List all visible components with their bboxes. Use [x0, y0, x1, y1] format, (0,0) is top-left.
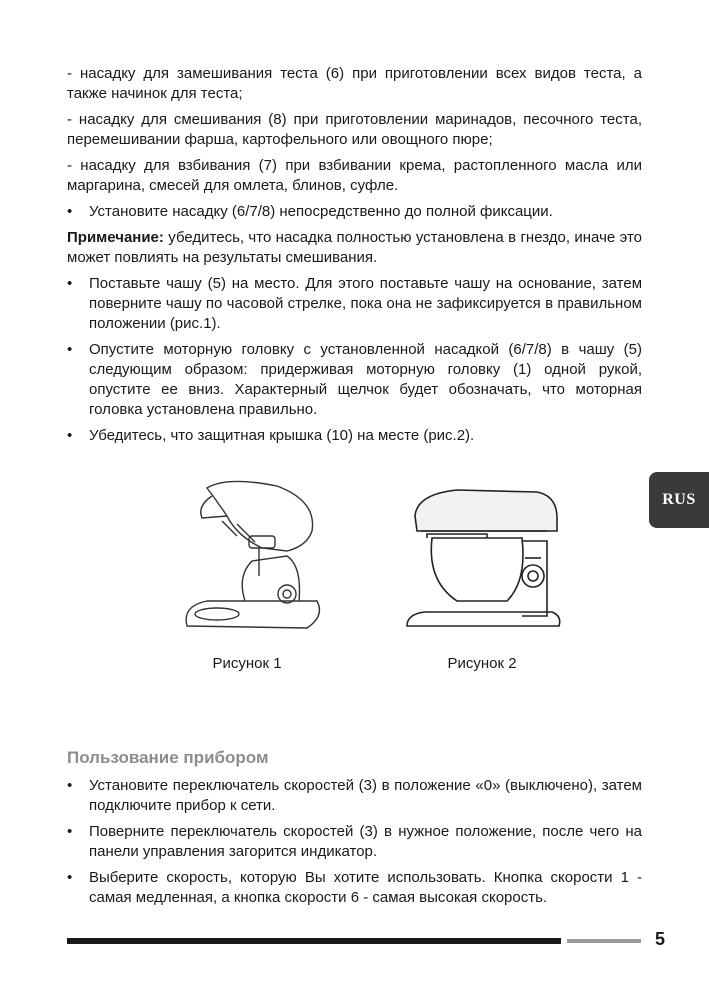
stand-mixer-open-illustration	[167, 476, 327, 636]
bullet-mark: •	[67, 275, 73, 292]
usage-bullet-text: Поверните переключатель скоростей (3) в нужное положение, после чего на панели управления загорится индикатор.	[89, 823, 642, 860]
assembly-bullet-text: Опустите моторную головку с установленной насадкой (6/7/8) в чашу (5) следующим образом: придерживая моторную головку (1) одной рукой, опустите ее вниз. Характерный щелчок будет обозначать, что моторная головка установлена правильно.	[89, 341, 642, 418]
usage-bullet-3	[67, 868, 642, 908]
footer-bar-light	[567, 939, 641, 943]
assembly-bullet-text: Убедитесь, что защитная крышка (10) на месте (рис.2).	[89, 427, 475, 444]
bullet-mark: •	[67, 823, 73, 840]
bullet-mark: •	[67, 777, 73, 794]
figures-row	[67, 476, 642, 736]
assembly-bullet-text: Поставьте чашу (5) на место. Для этого поставьте чашу на основание, затем поверните чашу по часовой стрелке, пока она не зафиксируется в правильном положении (рис.1).	[89, 275, 642, 332]
section-title-usage: Пользование прибором	[67, 748, 269, 767]
intro-paragraph-3: - насадку для взбивания (7) при взбивании крема, растопленного масла или маргарина, смесей для омлета, блинов, суфле.	[67, 157, 642, 194]
note-label: Примечание:	[67, 229, 164, 246]
install-bullet-text: Установите насадку (6/7/8) непосредственно до полной фиксации.	[89, 203, 553, 220]
bullet-mark: •	[67, 427, 73, 444]
figure-1-caption: Рисунок 1	[212, 655, 282, 672]
usage-bullet-text: Установите переключатель скоростей (3) в положение «0» (выключено), затем подключите прибор к сети.	[89, 777, 642, 814]
assembly-bullet-2	[67, 340, 642, 420]
bullet-mark: •	[67, 869, 73, 886]
intro-paragraph-2: - насадку для смешивания (8) при приготовлении маринадов, песочного теста, перемешивании фарша, картофельного или овощного пюре;	[67, 111, 642, 148]
usage-bullet-1	[67, 776, 642, 816]
figure-2	[397, 476, 567, 674]
usage-bullet-text: Выберите скорость, которую Вы хотите использовать. Кнопка скорости 1 - самая медленная, а кнопка скорости 6 - самая высокая скорость.	[89, 869, 642, 906]
note-text: убедитесь, что насадка полностью установлена в гнездо, иначе это может повлиять на результаты смешивания.	[67, 229, 642, 266]
language-tab: RUS	[649, 472, 709, 528]
figure-1	[167, 476, 327, 674]
assembly-bullet-3	[67, 426, 642, 446]
bullet-mark: •	[67, 203, 73, 220]
page-content	[67, 64, 642, 914]
note-paragraph	[67, 228, 642, 268]
stand-mixer-closed-illustration	[397, 476, 567, 636]
footer-bar-dark	[67, 938, 561, 944]
page-number: 5	[655, 929, 666, 949]
figure-2-caption: Рисунок 2	[447, 655, 517, 672]
bullet-mark: •	[67, 341, 73, 358]
usage-bullet-2	[67, 822, 642, 862]
intro-paragraph-1: - насадку для замешивания теста (6) при приготовлении всех видов теста, а также начинок для теста;	[67, 65, 642, 102]
install-bullet	[67, 202, 642, 222]
assembly-bullet-1	[67, 274, 642, 334]
